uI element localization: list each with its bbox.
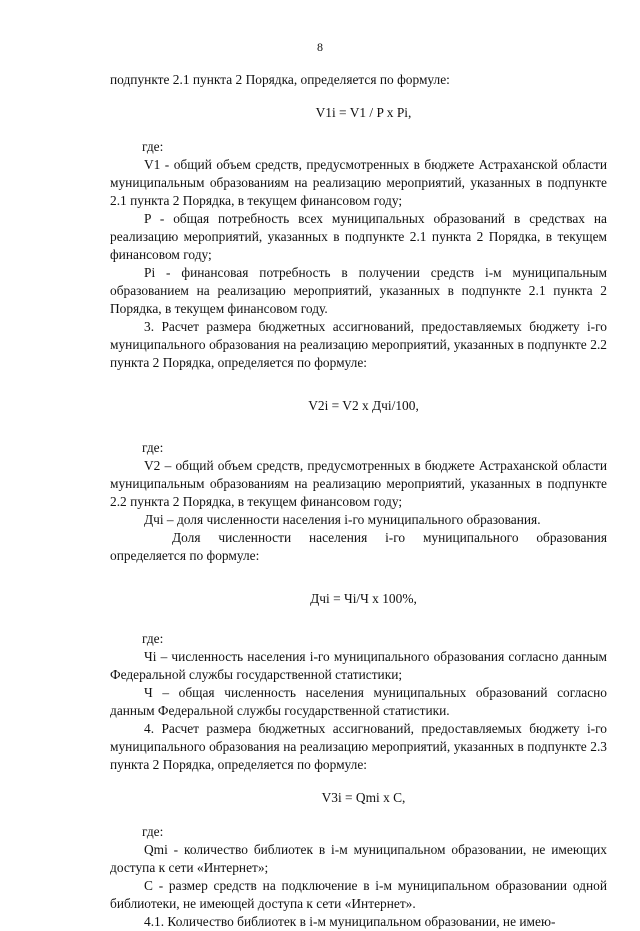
document-body xyxy=(110,71,607,931)
page-number: 8 xyxy=(317,40,323,54)
definition-p: P - общая потребность всех муниципальных образований в средствах на реализацию мероприятий, указанных в подпункте 2.1 пункта 2 Порядка, в текущем финансовом году; xyxy=(110,211,607,262)
where-label: где: xyxy=(142,824,164,839)
definition-chi: Чi – численность населения i-го муниципального образования согласно данным Федеральной службы государственной статистики; xyxy=(110,649,607,682)
clause-4-1: 4.1. Количество библиотек в i-м муниципальном образовании, не имею- xyxy=(144,914,556,929)
clause-4: 4. Расчет размера бюджетных ассигнований, предоставляемых бюджету i-го муниципального образования на реализацию мероприятий, указанных в подпункте 2.3 пункта 2 Порядка, определяется по формуле: xyxy=(110,721,607,772)
paragraph-share-formula-intro: Доля численности населения i-го муниципального образования определяется по формуле: xyxy=(110,530,607,563)
clause-3: 3. Расчет размера бюджетных ассигнований, предоставляемых бюджету i-го муниципального образования на реализацию мероприятий, указанных в подпункте 2.2 пункта 2 Порядка, определяется по формуле: xyxy=(110,319,607,370)
formula-v2i: V2i = V2 x Дчi/100, xyxy=(308,398,419,413)
definition-pi: Pi - финансовая потребность в получении средств i-м муниципальным образованием на реализацию мероприятий, указанных в подпункте 2.1 пункта 2 Порядка, в текущем финансовом году. xyxy=(110,265,607,316)
definition-v2: V2 – общий объем средств, предусмотренных в бюджете Астраханской области муниципальным образованиям на реализацию мероприятий, указанных в подпункте 2.2 пункта 2 Порядка, в текущем финансовом году; xyxy=(110,458,607,509)
definition-v1: V1 - общий объем средств, предусмотренных в бюджете Астраханской области муниципальным образованиям на реализацию мероприятий, указанных в подпункте 2.1 пункта 2 Порядка, в текущем финансовом году; xyxy=(110,157,607,208)
where-label: где: xyxy=(142,440,164,455)
definition-ch: Ч – общая численность населения муниципальных образований согласно данным Федеральной службы государственной статистики. xyxy=(110,685,607,718)
formula-v1i: V1i = V1 / P x Pi, xyxy=(315,105,412,120)
definition-c: C - размер средств на подключение в i-м муниципальном образовании одной библиотеки, не имеющей доступа к сети «Интернет». xyxy=(110,878,607,911)
formula-v3i: V3i = Qmi x C, xyxy=(321,790,406,805)
where-label: где: xyxy=(142,631,164,646)
formula-dchi: Дчi = Чi/Ч x 100%, xyxy=(310,591,417,606)
paragraph-intro: подпункте 2.1 пункта 2 Порядка, определяется по формуле: xyxy=(110,72,450,87)
where-label: где: xyxy=(142,139,164,154)
definition-qmi: Qmi - количество библиотек в i-м муниципальном образовании, не имеющих доступа к сети «Интернет»; xyxy=(110,842,607,875)
definition-dchi: Дчi – доля численности населения i-го муниципального образования. xyxy=(144,512,541,527)
